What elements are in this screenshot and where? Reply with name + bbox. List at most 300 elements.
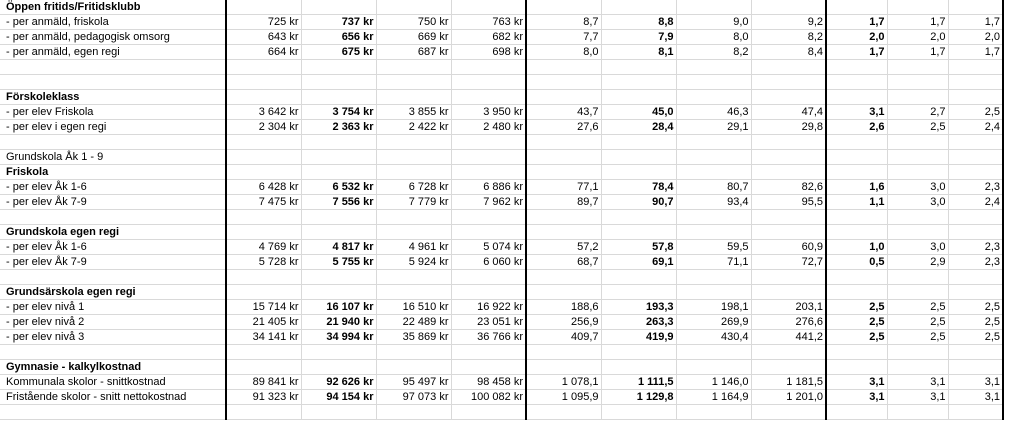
table-cell[interactable]: 188,6: [526, 300, 601, 315]
table-cell[interactable]: [376, 404, 451, 419]
table-cell[interactable]: 21 940 kr: [301, 315, 376, 330]
table-cell[interactable]: [826, 270, 887, 285]
table-cell[interactable]: [301, 60, 376, 75]
row-label[interactable]: - per elev Åk 1-6: [0, 240, 226, 255]
table-cell[interactable]: [301, 210, 376, 225]
table-cell[interactable]: 6 428 kr: [226, 180, 301, 195]
table-cell[interactable]: [948, 404, 1003, 419]
table-cell[interactable]: 27,6: [526, 120, 601, 135]
table-cell[interactable]: [376, 90, 451, 105]
table-cell[interactable]: 2,5: [826, 330, 887, 345]
table-cell[interactable]: 16 107 kr: [301, 300, 376, 315]
table-cell[interactable]: 59,5: [676, 240, 751, 255]
table-cell[interactable]: [376, 225, 451, 240]
table-cell[interactable]: 94 154 kr: [301, 389, 376, 404]
table-cell[interactable]: [226, 90, 301, 105]
table-cell[interactable]: [376, 0, 451, 15]
table-cell[interactable]: 419,9: [601, 330, 676, 345]
row-label[interactable]: - per elev Åk 1-6: [0, 180, 226, 195]
table-cell[interactable]: 82,6: [751, 180, 826, 195]
table-cell[interactable]: [526, 225, 601, 240]
table-cell[interactable]: 95,5: [751, 195, 826, 210]
table-cell[interactable]: 8,7: [526, 15, 601, 30]
table-cell[interactable]: [451, 90, 526, 105]
table-cell[interactable]: 1,7: [887, 15, 948, 30]
table-cell[interactable]: 6 532 kr: [301, 180, 376, 195]
table-cell[interactable]: [376, 270, 451, 285]
table-cell[interactable]: [301, 359, 376, 374]
table-cell[interactable]: 71,1: [676, 255, 751, 270]
table-cell[interactable]: [526, 270, 601, 285]
table-cell[interactable]: [526, 285, 601, 300]
table-cell[interactable]: 2,5: [826, 300, 887, 315]
row-label[interactable]: [0, 75, 226, 90]
table-cell[interactable]: 687 kr: [376, 45, 451, 60]
row-label[interactable]: - per anmäld, pedagogisk omsorg: [0, 30, 226, 45]
table-cell[interactable]: 2 304 kr: [226, 120, 301, 135]
row-label[interactable]: - per elev Friskola: [0, 105, 226, 120]
table-cell[interactable]: 2,0: [826, 30, 887, 45]
table-cell[interactable]: 2,0: [887, 30, 948, 45]
table-cell[interactable]: 3,1: [826, 105, 887, 120]
table-cell[interactable]: 2,5: [948, 330, 1003, 345]
table-cell[interactable]: 1 095,9: [526, 389, 601, 404]
table-cell[interactable]: 1 129,8: [601, 389, 676, 404]
table-cell[interactable]: [526, 210, 601, 225]
table-cell[interactable]: [826, 90, 887, 105]
row-label[interactable]: - per elev nivå 1: [0, 300, 226, 315]
table-cell[interactable]: [826, 135, 887, 150]
table-cell[interactable]: 2,3: [948, 255, 1003, 270]
table-cell[interactable]: 2,7: [887, 105, 948, 120]
table-cell[interactable]: 643 kr: [226, 30, 301, 45]
table-cell[interactable]: [948, 135, 1003, 150]
table-cell[interactable]: 3,0: [887, 195, 948, 210]
table-cell[interactable]: 2,3: [948, 240, 1003, 255]
table-cell[interactable]: 7 556 kr: [301, 195, 376, 210]
table-cell[interactable]: [226, 404, 301, 419]
table-cell[interactable]: [601, 285, 676, 300]
table-cell[interactable]: 737 kr: [301, 15, 376, 30]
table-cell[interactable]: [751, 285, 826, 300]
table-cell[interactable]: [526, 90, 601, 105]
row-label[interactable]: - per anmäld, friskola: [0, 15, 226, 30]
table-cell[interactable]: 36 766 kr: [451, 330, 526, 345]
table-cell[interactable]: [826, 210, 887, 225]
table-cell[interactable]: [948, 165, 1003, 180]
table-cell[interactable]: 8,0: [526, 45, 601, 60]
row-label[interactable]: Öppen fritids/Fritidsklubb: [0, 0, 226, 15]
table-cell[interactable]: [226, 150, 301, 165]
row-label[interactable]: Fristående skolor - snitt nettokostnad: [0, 389, 226, 404]
table-cell[interactable]: [751, 150, 826, 165]
table-cell[interactable]: 1,7: [948, 15, 1003, 30]
table-cell[interactable]: [601, 0, 676, 15]
table-cell[interactable]: [751, 270, 826, 285]
table-cell[interactable]: [376, 345, 451, 360]
table-cell[interactable]: [948, 0, 1003, 15]
table-cell[interactable]: 29,8: [751, 120, 826, 135]
table-cell[interactable]: [826, 150, 887, 165]
table-cell[interactable]: 763 kr: [451, 15, 526, 30]
table-cell[interactable]: [601, 225, 676, 240]
table-cell[interactable]: 441,2: [751, 330, 826, 345]
table-cell[interactable]: [526, 165, 601, 180]
table-cell[interactable]: 682 kr: [451, 30, 526, 45]
row-label[interactable]: - per elev Åk 7-9: [0, 195, 226, 210]
table-cell[interactable]: [226, 0, 301, 15]
table-cell[interactable]: [826, 285, 887, 300]
table-cell[interactable]: 23 051 kr: [451, 315, 526, 330]
table-cell[interactable]: [226, 165, 301, 180]
table-cell[interactable]: [676, 210, 751, 225]
table-cell[interactable]: 203,1: [751, 300, 826, 315]
table-cell[interactable]: [301, 135, 376, 150]
table-cell[interactable]: [826, 0, 887, 15]
table-cell[interactable]: 7 475 kr: [226, 195, 301, 210]
table-cell[interactable]: [751, 165, 826, 180]
table-cell[interactable]: 2,4: [948, 195, 1003, 210]
table-cell[interactable]: [887, 225, 948, 240]
table-cell[interactable]: [751, 404, 826, 419]
table-cell[interactable]: 6 728 kr: [376, 180, 451, 195]
table-cell[interactable]: 72,7: [751, 255, 826, 270]
table-cell[interactable]: 2,5: [948, 105, 1003, 120]
table-cell[interactable]: [451, 285, 526, 300]
table-cell[interactable]: [826, 60, 887, 75]
table-cell[interactable]: [601, 135, 676, 150]
table-cell[interactable]: 8,0: [676, 30, 751, 45]
table-cell[interactable]: [751, 75, 826, 90]
table-cell[interactable]: [676, 135, 751, 150]
table-cell[interactable]: [887, 0, 948, 15]
table-cell[interactable]: [826, 359, 887, 374]
table-cell[interactable]: 1,7: [826, 45, 887, 60]
table-cell[interactable]: [676, 60, 751, 75]
table-cell[interactable]: 2,5: [887, 315, 948, 330]
table-cell[interactable]: [948, 75, 1003, 90]
table-cell[interactable]: [948, 345, 1003, 360]
table-cell[interactable]: 8,8: [601, 15, 676, 30]
table-cell[interactable]: 1,7: [948, 45, 1003, 60]
table-cell[interactable]: 93,4: [676, 195, 751, 210]
table-cell[interactable]: 3 950 kr: [451, 105, 526, 120]
table-cell[interactable]: 43,7: [526, 105, 601, 120]
table-cell[interactable]: 16 510 kr: [376, 300, 451, 315]
table-cell[interactable]: 3,0: [887, 180, 948, 195]
table-cell[interactable]: 7,9: [601, 30, 676, 45]
table-cell[interactable]: 1 111,5: [601, 374, 676, 389]
table-cell[interactable]: 2,0: [948, 30, 1003, 45]
table-cell[interactable]: 92 626 kr: [301, 374, 376, 389]
table-cell[interactable]: [376, 150, 451, 165]
table-cell[interactable]: [676, 404, 751, 419]
table-cell[interactable]: [226, 285, 301, 300]
row-label[interactable]: [0, 210, 226, 225]
table-cell[interactable]: 90,7: [601, 195, 676, 210]
table-cell[interactable]: 2,5: [948, 300, 1003, 315]
table-cell[interactable]: 4 961 kr: [376, 240, 451, 255]
table-cell[interactable]: [887, 359, 948, 374]
table-cell[interactable]: [948, 90, 1003, 105]
table-cell[interactable]: 57,8: [601, 240, 676, 255]
row-label[interactable]: Friskola: [0, 165, 226, 180]
table-cell[interactable]: 2 480 kr: [451, 120, 526, 135]
table-cell[interactable]: 3,1: [948, 374, 1003, 389]
table-cell[interactable]: [948, 150, 1003, 165]
table-cell[interactable]: 16 922 kr: [451, 300, 526, 315]
table-cell[interactable]: 2 363 kr: [301, 120, 376, 135]
table-cell[interactable]: 193,3: [601, 300, 676, 315]
table-cell[interactable]: [751, 0, 826, 15]
table-cell[interactable]: 8,4: [751, 45, 826, 60]
table-cell[interactable]: 35 869 kr: [376, 330, 451, 345]
table-cell[interactable]: [948, 225, 1003, 240]
table-cell[interactable]: [451, 0, 526, 15]
table-cell[interactable]: [887, 404, 948, 419]
table-cell[interactable]: 5 074 kr: [451, 240, 526, 255]
table-cell[interactable]: [601, 75, 676, 90]
table-cell[interactable]: [376, 285, 451, 300]
table-cell[interactable]: [451, 270, 526, 285]
table-cell[interactable]: [948, 270, 1003, 285]
table-cell[interactable]: 5 755 kr: [301, 255, 376, 270]
table-cell[interactable]: 69,1: [601, 255, 676, 270]
table-cell[interactable]: 3 754 kr: [301, 105, 376, 120]
table-cell[interactable]: 5 728 kr: [226, 255, 301, 270]
table-cell[interactable]: [887, 210, 948, 225]
table-cell[interactable]: 2,6: [826, 120, 887, 135]
table-cell[interactable]: [948, 210, 1003, 225]
row-label[interactable]: - per elev i egen regi: [0, 120, 226, 135]
table-cell[interactable]: [601, 345, 676, 360]
table-cell[interactable]: 5 924 kr: [376, 255, 451, 270]
table-cell[interactable]: 29,1: [676, 120, 751, 135]
table-cell[interactable]: [826, 165, 887, 180]
table-cell[interactable]: [376, 60, 451, 75]
table-cell[interactable]: [751, 90, 826, 105]
row-label[interactable]: - per elev nivå 2: [0, 315, 226, 330]
row-label[interactable]: [0, 404, 226, 419]
row-label[interactable]: [0, 270, 226, 285]
table-cell[interactable]: 4 769 kr: [226, 240, 301, 255]
table-cell[interactable]: [601, 165, 676, 180]
table-cell[interactable]: [751, 225, 826, 240]
table-cell[interactable]: [301, 404, 376, 419]
table-cell[interactable]: [826, 225, 887, 240]
table-cell[interactable]: 2,9: [887, 255, 948, 270]
table-cell[interactable]: 409,7: [526, 330, 601, 345]
table-cell[interactable]: [376, 359, 451, 374]
table-cell[interactable]: 68,7: [526, 255, 601, 270]
table-cell[interactable]: 100 082 kr: [451, 389, 526, 404]
table-cell[interactable]: 95 497 kr: [376, 374, 451, 389]
table-cell[interactable]: 6 886 kr: [451, 180, 526, 195]
table-cell[interactable]: 2,5: [887, 330, 948, 345]
table-cell[interactable]: [887, 60, 948, 75]
table-cell[interactable]: [226, 359, 301, 374]
table-cell[interactable]: [887, 165, 948, 180]
table-cell[interactable]: [526, 359, 601, 374]
table-cell[interactable]: [226, 225, 301, 240]
table-cell[interactable]: 2 422 kr: [376, 120, 451, 135]
table-cell[interactable]: [451, 75, 526, 90]
table-cell[interactable]: [451, 135, 526, 150]
table-cell[interactable]: [676, 285, 751, 300]
table-cell[interactable]: 78,4: [601, 180, 676, 195]
table-cell[interactable]: 725 kr: [226, 15, 301, 30]
table-cell[interactable]: [676, 75, 751, 90]
table-cell[interactable]: 6 060 kr: [451, 255, 526, 270]
table-cell[interactable]: 1,6: [826, 180, 887, 195]
table-cell[interactable]: [526, 60, 601, 75]
table-cell[interactable]: [301, 150, 376, 165]
table-cell[interactable]: [526, 345, 601, 360]
table-cell[interactable]: [676, 225, 751, 240]
table-cell[interactable]: [451, 165, 526, 180]
table-cell[interactable]: 2,5: [948, 315, 1003, 330]
table-cell[interactable]: 89 841 kr: [226, 374, 301, 389]
table-cell[interactable]: 664 kr: [226, 45, 301, 60]
table-cell[interactable]: 98 458 kr: [451, 374, 526, 389]
row-label[interactable]: Grundsärskola egen regi: [0, 285, 226, 300]
table-cell[interactable]: 430,4: [676, 330, 751, 345]
table-cell[interactable]: [601, 270, 676, 285]
table-cell[interactable]: [751, 345, 826, 360]
table-cell[interactable]: [226, 60, 301, 75]
table-cell[interactable]: 0,5: [826, 255, 887, 270]
table-cell[interactable]: [451, 404, 526, 419]
table-cell[interactable]: 8,2: [751, 30, 826, 45]
row-label[interactable]: [0, 135, 226, 150]
row-label[interactable]: - per elev Åk 7-9: [0, 255, 226, 270]
table-cell[interactable]: 669 kr: [376, 30, 451, 45]
table-cell[interactable]: 80,7: [676, 180, 751, 195]
table-cell[interactable]: [676, 90, 751, 105]
table-cell[interactable]: 698 kr: [451, 45, 526, 60]
table-cell[interactable]: 3,0: [887, 240, 948, 255]
table-cell[interactable]: [751, 135, 826, 150]
table-cell[interactable]: 22 489 kr: [376, 315, 451, 330]
table-cell[interactable]: [887, 135, 948, 150]
table-cell[interactable]: [887, 150, 948, 165]
row-label[interactable]: [0, 60, 226, 75]
table-cell[interactable]: 1 181,5: [751, 374, 826, 389]
table-cell[interactable]: 2,3: [948, 180, 1003, 195]
table-cell[interactable]: [451, 359, 526, 374]
table-cell[interactable]: [676, 165, 751, 180]
table-cell[interactable]: [601, 150, 676, 165]
table-cell[interactable]: [887, 90, 948, 105]
table-cell[interactable]: [826, 345, 887, 360]
table-cell[interactable]: 1 146,0: [676, 374, 751, 389]
table-cell[interactable]: 1,1: [826, 195, 887, 210]
table-cell[interactable]: 15 714 kr: [226, 300, 301, 315]
table-cell[interactable]: [826, 75, 887, 90]
row-label[interactable]: Gymnasie - kalkylkostnad: [0, 359, 226, 374]
table-cell[interactable]: 7 779 kr: [376, 195, 451, 210]
table-cell[interactable]: 34 141 kr: [226, 330, 301, 345]
table-cell[interactable]: [451, 210, 526, 225]
table-cell[interactable]: 1 078,1: [526, 374, 601, 389]
table-cell[interactable]: 263,3: [601, 315, 676, 330]
table-cell[interactable]: [676, 270, 751, 285]
table-cell[interactable]: [226, 75, 301, 90]
table-cell[interactable]: [948, 60, 1003, 75]
row-label[interactable]: Grundskola egen regi: [0, 225, 226, 240]
table-cell[interactable]: 198,1: [676, 300, 751, 315]
table-cell[interactable]: [887, 345, 948, 360]
table-cell[interactable]: [676, 345, 751, 360]
table-cell[interactable]: 91 323 kr: [226, 389, 301, 404]
table-cell[interactable]: [301, 75, 376, 90]
table-cell[interactable]: 77,1: [526, 180, 601, 195]
table-cell[interactable]: [376, 165, 451, 180]
table-cell[interactable]: 656 kr: [301, 30, 376, 45]
row-label[interactable]: [0, 345, 226, 360]
table-cell[interactable]: [226, 210, 301, 225]
table-cell[interactable]: [826, 404, 887, 419]
table-cell[interactable]: [948, 285, 1003, 300]
table-cell[interactable]: 45,0: [601, 105, 676, 120]
table-cell[interactable]: 3 855 kr: [376, 105, 451, 120]
table-cell[interactable]: 276,6: [751, 315, 826, 330]
table-cell[interactable]: [226, 135, 301, 150]
table-cell[interactable]: [301, 0, 376, 15]
table-cell[interactable]: [226, 270, 301, 285]
table-cell[interactable]: [526, 150, 601, 165]
table-cell[interactable]: 3 642 kr: [226, 105, 301, 120]
table-cell[interactable]: [301, 225, 376, 240]
table-cell[interactable]: 256,9: [526, 315, 601, 330]
table-cell[interactable]: 1,7: [826, 15, 887, 30]
table-cell[interactable]: [451, 60, 526, 75]
table-cell[interactable]: [301, 345, 376, 360]
table-cell[interactable]: 28,4: [601, 120, 676, 135]
table-cell[interactable]: [601, 359, 676, 374]
table-cell[interactable]: 1,0: [826, 240, 887, 255]
table-cell[interactable]: 9,2: [751, 15, 826, 30]
table-cell[interactable]: [376, 210, 451, 225]
table-cell[interactable]: 7,7: [526, 30, 601, 45]
table-cell[interactable]: 2,5: [826, 315, 887, 330]
table-cell[interactable]: 3,1: [826, 389, 887, 404]
table-cell[interactable]: 3,1: [948, 389, 1003, 404]
table-cell[interactable]: [948, 359, 1003, 374]
table-cell[interactable]: 60,9: [751, 240, 826, 255]
table-cell[interactable]: [376, 135, 451, 150]
table-cell[interactable]: 7 962 kr: [451, 195, 526, 210]
table-cell[interactable]: [887, 270, 948, 285]
table-cell[interactable]: [451, 345, 526, 360]
table-cell[interactable]: 8,2: [676, 45, 751, 60]
table-cell[interactable]: 2,5: [887, 120, 948, 135]
table-cell[interactable]: [301, 165, 376, 180]
table-cell[interactable]: 46,3: [676, 105, 751, 120]
table-cell[interactable]: 9,0: [676, 15, 751, 30]
table-cell[interactable]: [301, 90, 376, 105]
table-cell[interactable]: [676, 150, 751, 165]
table-cell[interactable]: 21 405 kr: [226, 315, 301, 330]
table-cell[interactable]: 269,9: [676, 315, 751, 330]
table-cell[interactable]: 1 201,0: [751, 389, 826, 404]
table-cell[interactable]: [526, 135, 601, 150]
table-cell[interactable]: [887, 75, 948, 90]
table-cell[interactable]: [601, 210, 676, 225]
table-cell[interactable]: [751, 210, 826, 225]
table-cell[interactable]: 47,4: [751, 105, 826, 120]
table-cell[interactable]: 2,4: [948, 120, 1003, 135]
